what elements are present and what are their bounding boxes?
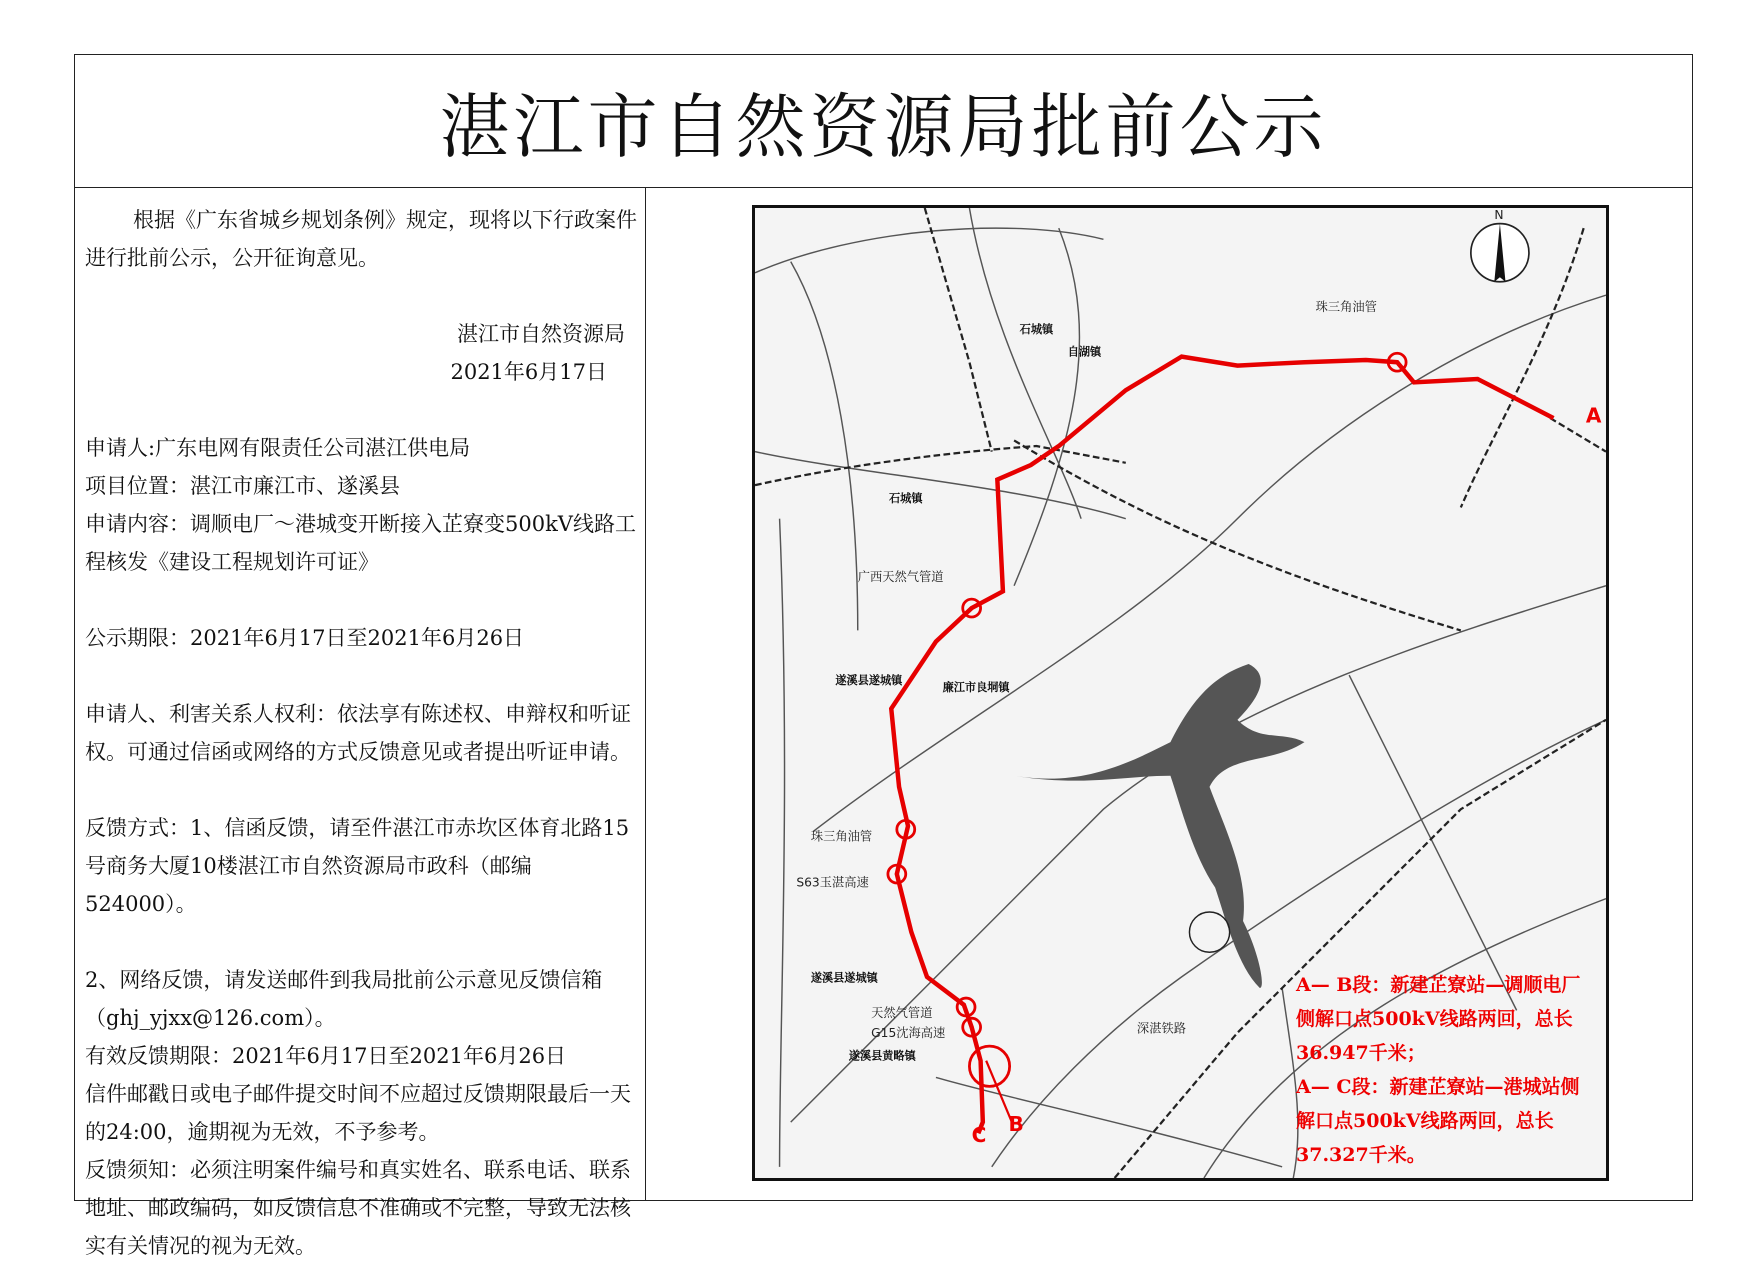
point-a: A <box>1585 403 1602 428</box>
route-legend <box>1296 968 1596 1172</box>
label-guangxi-gas: 广西天然气管道 <box>857 570 944 585</box>
title-row <box>75 55 1692 188</box>
valid-period: 有效反馈期限：2021年6月17日至2021年6月26日 <box>85 1044 567 1068</box>
issue-date: 2021年6月17日 <box>450 360 607 384</box>
lake <box>1014 664 1304 988</box>
route-map <box>752 205 1609 1181</box>
label-zihu: 自湖镇 <box>1067 345 1102 359</box>
feedback-email: 2、网络反馈，请发送邮件到我局批前公示意见反馈信箱（ghj_yjxx@126.com）。 <box>85 968 603 1030</box>
rights: 申请人、利害关系人权利：依法享有陈述权、申辩权和听证权。可通过信函或网络的方式反馈意见或者提出听证申请。 <box>85 702 631 764</box>
point-b: B <box>1008 1112 1024 1137</box>
label-shicheng-top: 石城镇 <box>1019 323 1054 337</box>
notice-text <box>75 187 646 1258</box>
legend-ac: A— C段：新建芷寮站—港城站侧解口点500kV线路两回，总长37.327千米。 <box>1296 1076 1580 1166</box>
north-label: N <box>1494 208 1504 223</box>
roundabout <box>1189 912 1229 952</box>
label-pipeline: 珠三角油管 <box>810 829 873 844</box>
project-location: 项目位置：湛江市廉江市、遂溪县 <box>85 474 400 498</box>
intro: 根据《广东省城乡规划条例》规定，现将以下行政案件进行批前公示，公开征询意见。 <box>85 208 637 270</box>
label-pipeline-top: 珠三角油管 <box>1315 299 1377 314</box>
legend-ab: A— B段：新建芷寮站—调顺电厂侧解口点500kV线路两回，总长36.947千米； <box>1296 974 1581 1064</box>
requirements: 反馈须知：必须注明案件编号和真实姓名、联系电话、联系地址、邮政编码，如反馈信息不准确或不完整，导致无法核实有关情况的视为无效。 <box>85 1158 631 1258</box>
label-huanglue: 遂溪县黄略镇 <box>848 1049 916 1063</box>
label-railway: 深湛铁路 <box>1136 1021 1187 1036</box>
label-liangdong: 廉江市良垌镇 <box>942 680 1010 694</box>
label-shicheng: 石城镇 <box>889 491 923 505</box>
postmark-rule: 信件邮戳日或电子邮件提交时间不应超过反馈期限最后一天的24:00，逾期视为无效，不予参考。 <box>85 1082 631 1144</box>
label-g15: G15沈海高速 <box>871 1026 946 1041</box>
page-title: 湛江市自然资源局批前公示 <box>439 85 1328 168</box>
north-arrow <box>1471 208 1529 282</box>
notice-period: 公示期限：2021年6月17日至2021年6月26日 <box>85 626 525 650</box>
label-suicheng-1: 遂溪县遂城镇 <box>835 674 903 688</box>
label-suicheng-2: 遂溪县遂城镇 <box>810 971 878 985</box>
applicant: 申请人:广东电网有限责任公司湛江供电局 <box>85 436 471 460</box>
issuer: 湛江市自然资源局 <box>457 322 625 346</box>
label-gas: 天然气管道 <box>871 1006 933 1021</box>
label-s63: S63玉湛高速 <box>796 875 869 890</box>
point-c: C <box>971 1123 987 1148</box>
application-content: 申请内容：调顺电厂～港城变开断接入芷寮变500kV线路工程核发《建设工程规划许可证》 <box>85 512 636 574</box>
feedback-letter: 反馈方式：1、信函反馈，请至件湛江市赤坎区体育北路15号商务大厦10楼湛江市自然资源局市政科（邮编524000）。 <box>85 816 630 916</box>
